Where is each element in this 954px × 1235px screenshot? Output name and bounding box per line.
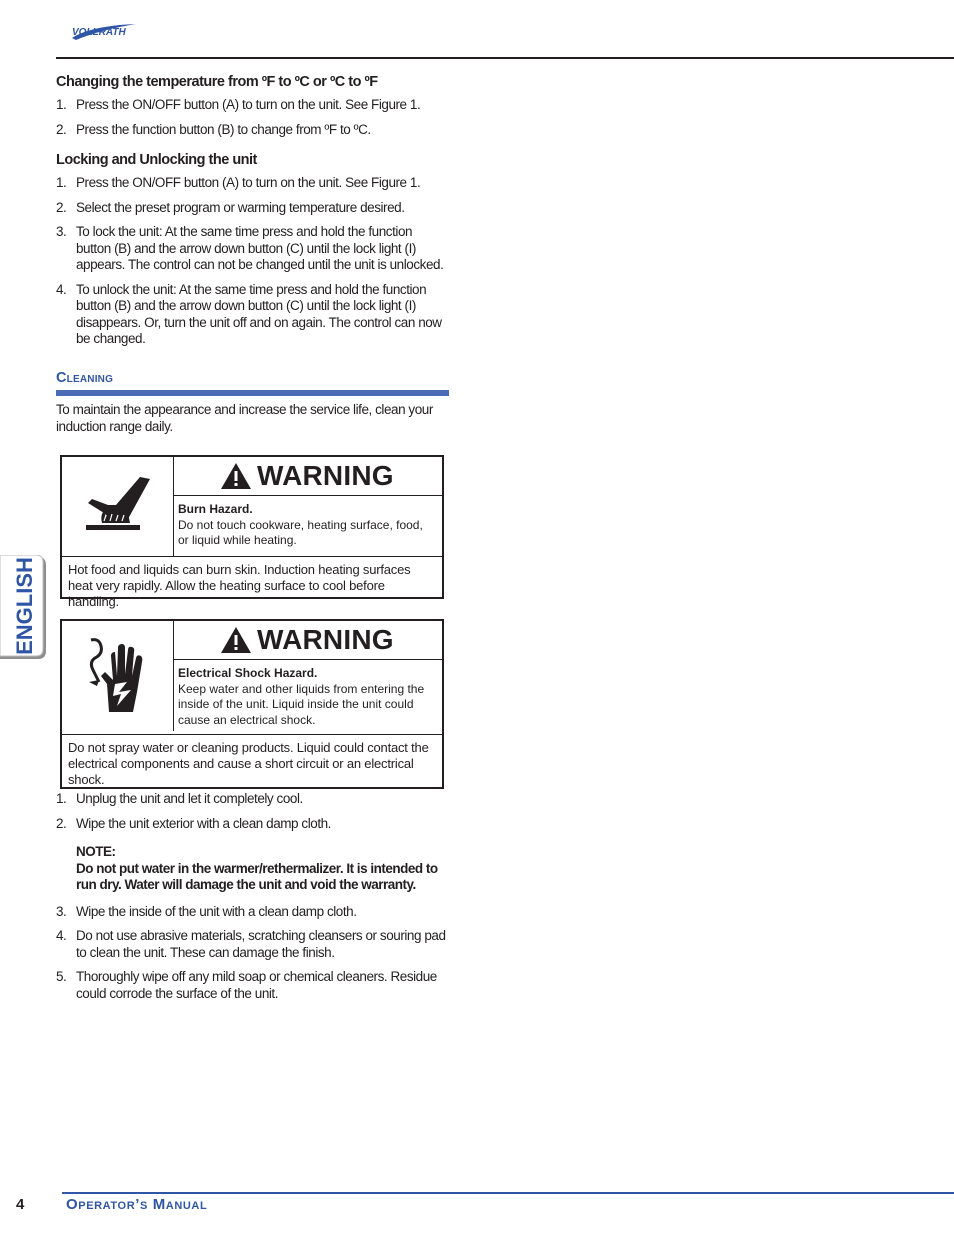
- list-item: 2. Press the function button (B) to change from ºF to ºC.: [56, 121, 371, 137]
- cleaning-heading: Cleaning: [56, 369, 114, 386]
- header-rule: [56, 57, 954, 59]
- list-item: 4. To unlock the unit: At the same time press and hold the function button (B) and the arrow down button (C) until the lock light (I) disappears. Or, turn the unit off and on again. The control can now be changed.: [56, 281, 442, 346]
- shock-warning-box: [60, 619, 444, 789]
- note-text: Do not put water in the warmer/rethermalizer. It is intended to run dry. Water will damage the unit and void the warranty.: [76, 860, 438, 892]
- cleaning-steps-column: [56, 791, 449, 1010]
- locking-steps: [56, 175, 449, 348]
- list-item: 1. Unplug the unit and let it completely cool.: [56, 791, 303, 806]
- warning-heading: WARNING: [257, 624, 394, 655]
- list-item: 5. Thoroughly wipe off any mild soap or chemical cleaners. Residue could corrode the surface of the unit.: [56, 969, 437, 1001]
- hazard-title: Electrical Shock Hazard.: [178, 666, 318, 680]
- list-item: 2. Wipe the unit exterior with a clean damp cloth.: [56, 815, 331, 831]
- cleaning-steps-a: [56, 791, 449, 832]
- list-item: 3. Wipe the inside of the unit with a clean damp cloth.: [56, 903, 357, 919]
- hazard-text: Keep water and other liquids from entering the inside of the unit. Liquid inside the unit could cause an electrical shock.: [178, 681, 425, 727]
- hazard-detail: Do not spray water or cleaning products. Liquid could contact the electrical components and cause a short circuit or an electrical shock.: [68, 740, 429, 787]
- language-label: ENGLISH: [12, 557, 37, 655]
- footer-rule: [62, 1192, 954, 1194]
- section-rule: [56, 390, 449, 396]
- brand-text: VOLLRATH: [72, 27, 126, 38]
- temperature-heading: Changing the temperature from ºF to ºC or ºC to ºF: [56, 74, 378, 90]
- vollrath-logo: [70, 20, 142, 44]
- warning-triangle-icon: [220, 462, 252, 490]
- warning-heading: WARNING: [257, 460, 394, 491]
- note-label: NOTE:: [76, 844, 116, 859]
- hazard-title: Burn Hazard.: [178, 502, 253, 516]
- cleaning-steps-b: [56, 904, 449, 1003]
- page-number: 4: [16, 1196, 25, 1213]
- list-item: 1. Press the ON/OFF button (A) to turn on the unit. See Figure 1.: [56, 175, 421, 190]
- footer-title: Operator’s Manual: [66, 1196, 208, 1213]
- hazard-text: Do not touch cookware, heating surface, food, or liquid while heating.: [178, 517, 423, 547]
- warning-triangle-icon: [220, 626, 252, 654]
- burn-warning-box: [60, 455, 444, 609]
- locking-heading: Locking and Unlocking the unit: [56, 152, 257, 168]
- temperature-steps: [56, 97, 449, 138]
- list-item: 2. Select the preset program or warming temperature desired.: [56, 199, 405, 215]
- language-tab: [0, 555, 46, 661]
- list-item: 3. To lock the unit: At the same time press and hold the function button (B) and the arrow down button (C) until the lock light (I) appears. The control can not be changed until the unit is unlocked.: [56, 224, 444, 272]
- cleaning-intro: To maintain the appearance and increase the service life, clean your induction range daily.: [56, 401, 433, 434]
- electrical-shock-icon: [62, 621, 174, 731]
- main-column: [56, 74, 449, 448]
- note-block: [56, 844, 449, 894]
- hazard-detail: Hot food and liquids can burn skin. Induction heating surfaces heat very rapidly. Allow the heating surface to cool before handling.: [68, 562, 411, 609]
- list-item: 4. Do not use abrasive materials, scratching cleansers or souring pad to clean the unit. These can damage the finish.: [56, 928, 446, 960]
- burn-hazard-icon: [62, 457, 174, 556]
- list-item: 1. Press the ON/OFF button (A) to turn on the unit. See Figure 1.: [56, 97, 421, 112]
